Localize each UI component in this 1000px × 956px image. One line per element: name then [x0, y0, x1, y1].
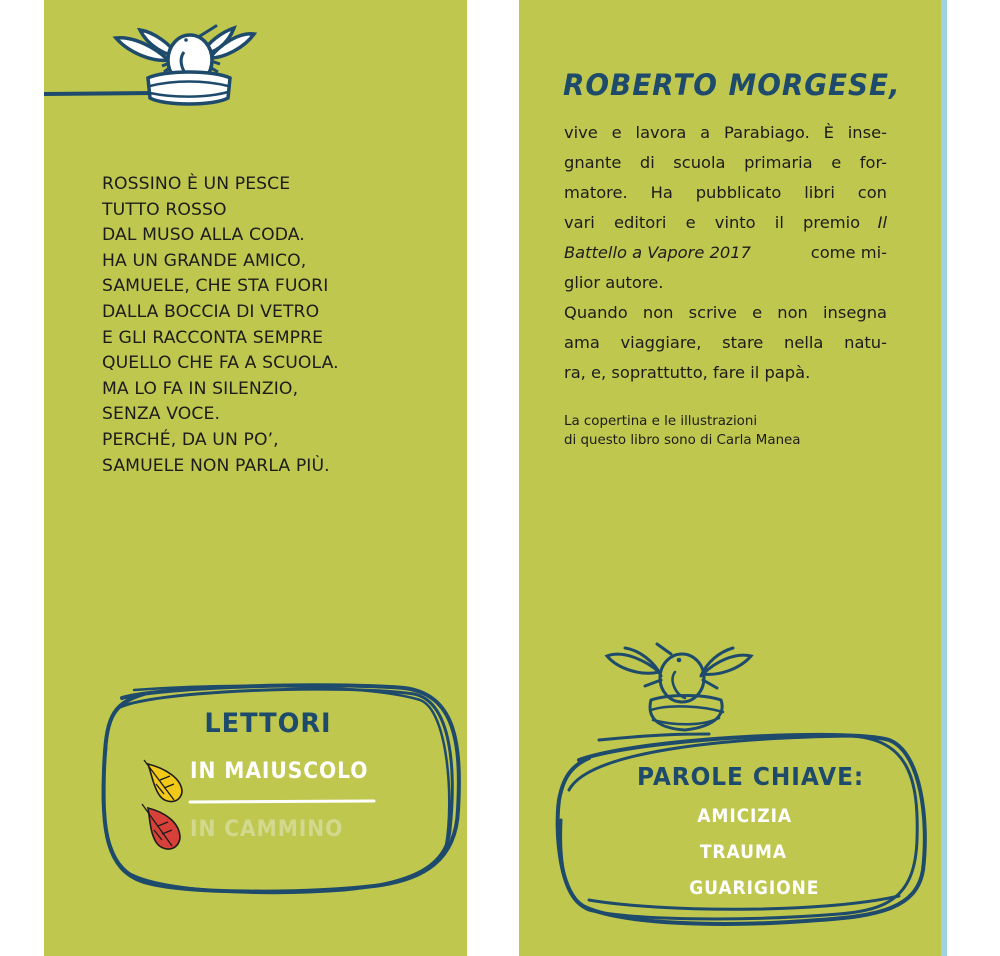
bio-line — [564, 238, 887, 268]
author-name-text: ROBERTO MORGESE — [563, 68, 890, 102]
author-bio — [564, 118, 887, 388]
blurb-line: SENZA VOCE. — [102, 404, 221, 425]
blurb-line: MA LO FA IN SILENZIO, — [102, 378, 299, 399]
series-level-selected: IN MAIUSCOLO — [190, 759, 369, 784]
selected-level-underline — [190, 801, 374, 802]
bio-line: Quando non scrive e non insegna — [564, 303, 887, 322]
red-leaf-icon — [142, 804, 180, 849]
blurb-line: SAMUELE, CHE STA FUORI — [102, 276, 329, 297]
keyword: AMICIZIA — [697, 805, 792, 827]
blurb-line: SAMUELE NON PARLA PIÙ. — [102, 455, 330, 476]
bird-in-nest-icon — [44, 26, 254, 104]
yellow-leaf-icon — [144, 760, 182, 802]
blurb-line: DALLA BOCCIA DI VETRO — [102, 301, 320, 322]
bio-line: matore. Ha pubblicato libri con — [564, 183, 887, 202]
blurb-line: HA UN GRANDE AMICO, — [102, 250, 307, 271]
illustration-credit — [564, 412, 801, 450]
award-name: Battello a Vapore 2017 — [564, 243, 751, 262]
author-name — [563, 68, 901, 102]
bio-line: ama viaggiare, stare nella natu- — [564, 333, 887, 352]
bio-line — [564, 208, 887, 238]
bio-line: glior autore. — [564, 273, 664, 292]
blurb-line: TUTTO ROSSO — [102, 199, 227, 220]
back-flap-right — [519, 0, 941, 956]
bird-in-nest-icon — [599, 644, 751, 740]
page-edge-strip — [941, 0, 947, 956]
bio-line: vive e lavora a Parabiago. È inse- — [564, 123, 887, 142]
book-blurb — [102, 172, 339, 479]
back-flap-left — [44, 0, 467, 956]
series-title: LETTORI — [204, 708, 332, 739]
bio-line-text: come mi- — [810, 243, 887, 262]
bio-line: ra, e, soprattutto, fare il papà. — [564, 363, 811, 382]
blurb-line: ROSSINO È UN PESCE — [102, 174, 291, 194]
award-name-part: Il — [877, 213, 887, 232]
keyword: TRAUMA — [699, 841, 787, 863]
series-level-other: IN CAMMINO — [190, 817, 344, 842]
blurb-line: DAL MUSO ALLA CODA. — [102, 225, 305, 246]
credit-line: di questo libro sono di Carla Manea — [564, 433, 801, 448]
blurb-line: PERCHÉ, DA UN PO’, — [102, 429, 279, 450]
author-name-comma: , — [889, 68, 901, 102]
keywords-title: PAROLE CHIAVE: — [637, 762, 865, 791]
credit-line: La copertina e le illustrazioni — [564, 414, 758, 429]
keyword: GUARIGIONE — [689, 877, 820, 899]
bio-line-text: vari editori e vinto il premio — [564, 213, 861, 232]
blurb-line: QUELLO CHE FA A SCUOLA. — [102, 353, 339, 374]
bio-line: gnante di scuola primaria e for- — [564, 153, 887, 172]
blurb-line: E GLI RACCONTA SEMPRE — [102, 327, 324, 348]
